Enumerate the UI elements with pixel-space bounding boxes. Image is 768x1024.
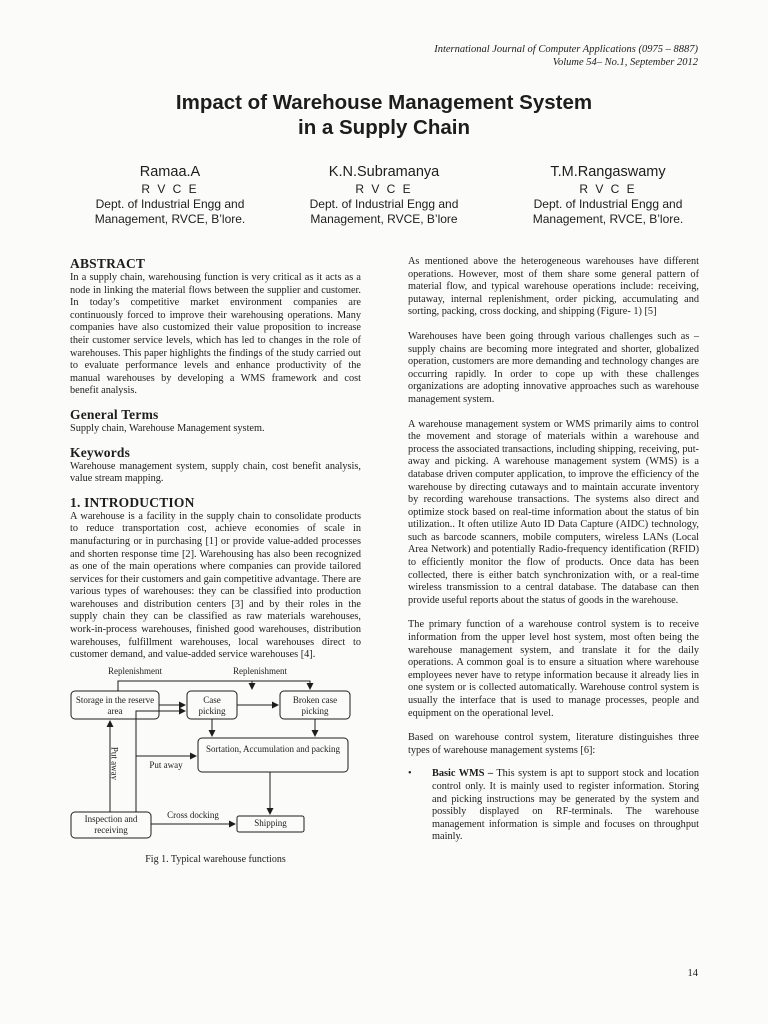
paragraph-5: Based on warehouse control system, literature distinguishes three types of warehouse management systems [6]: [408, 732, 699, 756]
label-replenishment-left: Replenishment [108, 665, 162, 676]
bullet-text: This system is apt to support stock and location control only. It is mainly used to register information. Storing and picking instructions may be generated by the system and possibly displayed on RF-terminals. The warehouse management information is simple and focuses on throughput mainly. [432, 768, 700, 843]
author-department-line-2: Management, RVCE, B’lore. [532, 212, 684, 226]
abstract-heading: ABSTRACT [70, 256, 146, 271]
general-terms-text: Supply chain, Warehouse Management system. [70, 422, 265, 434]
keywords-heading: Keywords [70, 444, 131, 460]
label-cross-docking: Cross docking [167, 809, 219, 820]
author-department-line-2: Management, RVCE, B’lore [310, 212, 458, 226]
right-column [408, 256, 699, 844]
paragraph-3: A warehouse management system or WMS primarily aims to control the movement and storage of materials within a warehouse and process the associated transactions, including shipping, receiving, put-away and picking. A warehouse management system (WMS) is a database driven computer application, to improve the efficiency of the warehouse by directing cutaways and to maintain accurate inventory by recording warehouse transactions. The systems also direct and optimize stock based on real-time information about the status of bin utilization.. It often utilize Auto ID Data Capture (AIDC) technology, such as barcode scanners, mobile computers, wireless LANs (Local Area Network) and potentially Radio-frequency identification (RFID) to efficiently monitor the flow of products. Once data has been collected, there is either batch synchronization with, or a real-time wireless transmission to a central database. The database can then provide useful reports about the status of goods in the warehouse. [408, 418, 699, 606]
author-name: K.N.Subramanya [328, 164, 440, 180]
label-sortation: Sortation, Accumulation and packing [206, 743, 340, 754]
author-name: T.M.Rangaswamy [550, 164, 666, 180]
bullet-basic-wms [408, 768, 699, 844]
paper-title [0, 90, 768, 140]
label-put-away: Put away [149, 759, 183, 770]
left-column [70, 256, 361, 866]
keywords-text: Warehouse management system, supply chain, cost benefit analysis, value stream mapping. [70, 460, 361, 485]
paragraph-1: As mentioned above the heterogeneous warehouses have different operations. However, most of them share some general pattern of material flow, and typical warehouse operations include: receiving, putaway, internal replenishment, order picking, accumulating and sorting, packing, cross docking, and shipping (Figure- 1) [5] [408, 256, 699, 318]
author-department-line-2: Management, RVCE, B’lore. [94, 212, 246, 226]
introduction-text: A warehouse is a facility in the supply chain to consolidate products to reduce transportation cost, achieve economies of scale in manufacturing or in purchasing [1] or provide value-added processes and shorten response time [2]. Warehousing has also been recognized as one of the main operations where companies can provide tailored services for their customers and gain competitive advantage. There are various types of warehouses: they can be classified into production warehouses and distribution centers [3] and by their roles in the supply chain they can be classified as raw materials warehouses, work-in-process warehouses, finished good warehouses, distribution warehouses, fulfillment warehouses, local warehouses direct to customer demand, and value-added service warehouses [4]. [70, 510, 361, 661]
label-storage: Storage in the reserve area [75, 694, 155, 716]
paragraph-4: The primary function of a warehouse control system is to receive information from the upper level host system, most often being the warehouse management system, and translate it for the daily operations. A common goal is to ensure a situation where warehouse employees never have to retype information because it already lies in one system or is collected automatically. Warehouse control system is usually the interface that is used to manage processes, people and equipment on the operational level. [408, 619, 699, 719]
author-2 [284, 163, 484, 227]
author-department: Dept. of Industrial Engg and [533, 197, 683, 211]
figure-caption: Fig 1. Typical warehouse functions [145, 853, 286, 865]
title-line-2: in a Supply Chain [298, 116, 470, 139]
label-broken-case: Broken case picking [292, 694, 338, 716]
author-name: Ramaa.A [139, 164, 201, 180]
author-1 [70, 163, 270, 227]
author-institution: R V C E [141, 182, 199, 196]
figure-warehouse-functions [70, 665, 361, 866]
author-3 [508, 163, 708, 227]
author-department: Dept. of Industrial Engg and [309, 197, 459, 211]
bullet-content [432, 768, 699, 844]
author-institution: R V C E [355, 182, 413, 196]
title-line-1: Impact of Warehouse Management System [175, 91, 593, 114]
abstract-text: In a supply chain, warehousing function is very critical as it acts as a node in linking the material flows between the supplier and customer. In today’s competitive market environment companies are continuously forced to improve their warehousing operations. Many companies have also customized their value proposition to increase their customer service levels, which has led to changes in the role of warehouses. This paper highlights the findings of the study carried out to evaluate performance levels and enhance productivity of the manual warehouses by developing a WMS framework and cost benefit analysis. [70, 272, 361, 397]
label-inspection: Inspection and receiving [84, 813, 138, 835]
paragraph-2: Warehouses have been going through various challenges such as – supply chains are becoming more integrated and shorter, globalized operation, customers are more demanding and technology changes are occurring rapidly. In order to cope up with these challenges organizations are adopting innovative approaches such as warehouse management system. [408, 330, 699, 405]
label-put-away-vertical: Put away [109, 746, 120, 780]
bullet-title: Basic WMS – [432, 768, 494, 780]
label-case-picking: Case picking [198, 694, 226, 716]
page-number: 14 [687, 968, 698, 979]
author-department: Dept. of Industrial Engg and [95, 197, 245, 211]
journal-name: International Journal of Computer Applications (0975 – 8887) [434, 44, 698, 55]
journal-volume: Volume 54– No.1, September 2012 [552, 57, 698, 68]
introduction-heading: 1. INTRODUCTION [70, 494, 195, 510]
label-shipping: Shipping [254, 817, 287, 828]
general-terms-heading: General Terms [70, 406, 159, 422]
bullet-mark: • [408, 768, 412, 780]
journal-header [434, 43, 698, 69]
author-institution: R V C E [579, 182, 637, 196]
label-replenishment-right: Replenishment [233, 665, 287, 676]
